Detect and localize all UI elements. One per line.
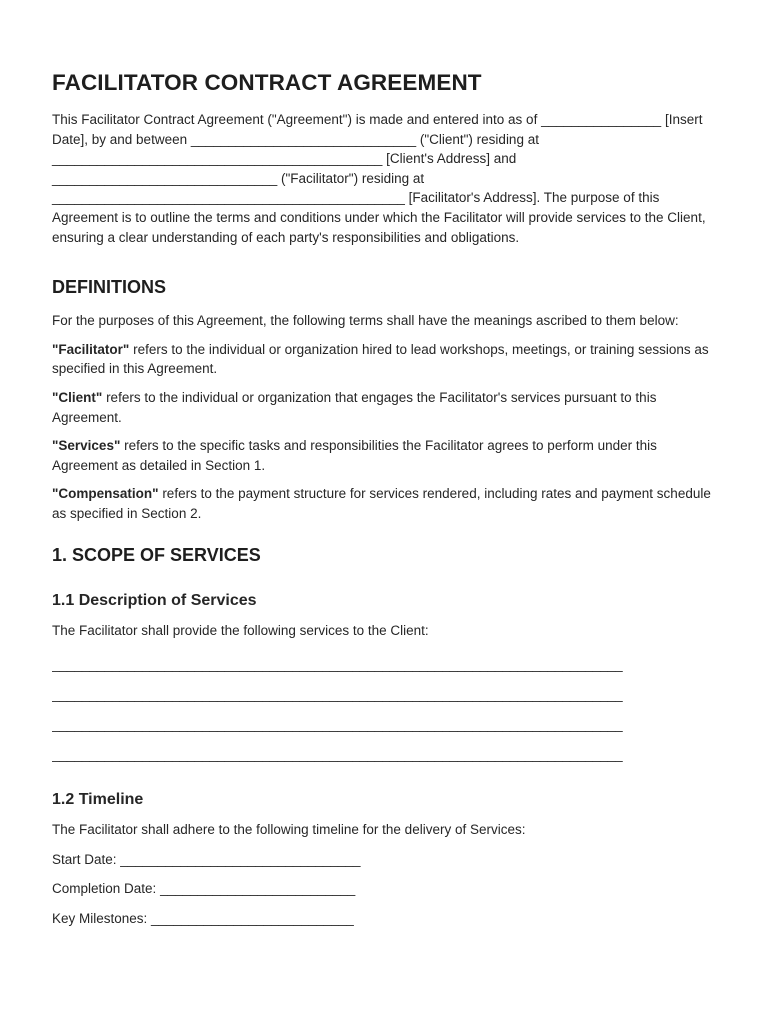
services-blank-lines: [52, 650, 722, 770]
field-label: Completion Date:: [52, 881, 161, 897]
key-milestones-field: [52, 904, 722, 934]
field-blank: __________________________: [160, 881, 356, 897]
section-1-1-text: The Facilitator shall provide the following services to the Client:: [52, 622, 429, 638]
field-label: Key Milestones:: [52, 910, 152, 926]
definition-text: refers to the payment structure for services rendered, including rates and payment schedule as specified in Section 2.: [52, 486, 711, 521]
section-1-heading: 1. SCOPE OF SERVICES: [52, 544, 261, 565]
definition-facilitator: [52, 340, 722, 379]
field-label: Start Date:: [52, 851, 121, 867]
blank-line: ____________________________________________________________________________: [52, 657, 623, 673]
document-page: [52, 70, 722, 933]
document-title: FACILITATOR CONTRACT AGREEMENT: [52, 70, 482, 95]
completion-date-field: [52, 874, 722, 904]
definition-text: refers to the specific tasks and responsibilities the Facilitator agrees to perform under this Agreement as detailed in Section 1.: [52, 438, 657, 473]
definition-term: "Facilitator": [52, 341, 130, 357]
definition-compensation: [52, 484, 722, 523]
intro-paragraph: This Facilitator Contract Agreement ("Agreement") is made and entered into as of ________________ [Insert Date], by and between ______________________________ ("Client") residing at ____________________________________________ [Client's Address] and ______________________________ ("Facilitator") residing at _______________________________________________ [Facilitator's Address]. The purpose of this Agreement is to outline the terms and conditions under which the Facilitator will provide services to the Client, ensuring a clear understanding of each party's responsibilities and obligations.: [52, 112, 706, 245]
definition-term: "Services": [52, 438, 121, 454]
start-date-field: [52, 845, 722, 875]
blank-line: ____________________________________________________________________________: [52, 687, 623, 703]
section-1-1-heading: 1.1 Description of Services: [52, 591, 257, 609]
definition-text: refers to the individual or organization hired to lead workshops, meetings, or training sessions as specified in this Agreement.: [52, 341, 709, 377]
field-blank: ___________________________: [151, 910, 354, 926]
section-1-2-heading: 1.2 Timeline: [52, 791, 144, 809]
definition-term: "Client": [52, 389, 103, 405]
field-blank: ________________________________: [120, 851, 361, 867]
section-1-2-text: The Facilitator shall adhere to the following timeline for the delivery of Services:: [52, 822, 526, 838]
definition-services: [52, 436, 722, 475]
blank-line: ____________________________________________________________________________: [52, 747, 623, 763]
blank-line: ____________________________________________________________________________: [52, 717, 623, 733]
definitions-heading: DEFINITIONS: [52, 277, 167, 298]
definition-text: refers to the individual or organization that engages the Facilitator's services pursuant to this Agreement.: [52, 389, 657, 425]
definitions-intro: For the purposes of this Agreement, the following terms shall have the meanings ascribed to them below:: [52, 313, 679, 329]
definition-term: "Compensation": [52, 486, 159, 502]
definition-client: [52, 388, 722, 427]
